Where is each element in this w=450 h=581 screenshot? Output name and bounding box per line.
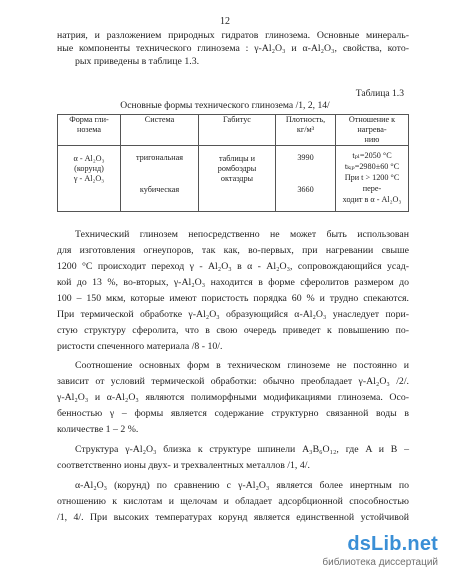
cell-heating: tₚₗ=2050 °C tₖᵢₚ=2980±60 °C При t > 1200 °C пере- ходит в α - Al₂O₃ bbox=[336, 146, 409, 212]
body-line-16: α-Al₂O₃ (корунд) по сравнению с γ-Al₂O₃ является более инертным по bbox=[75, 480, 409, 491]
table-title: Основные формы технического глинозема /1, 2, 14/ bbox=[120, 100, 330, 111]
intro-line-3: рых приведены в таблице 1.3. bbox=[75, 56, 200, 67]
body-line-12: бенностью γ – формы является содержание структурно связанной воды в bbox=[57, 408, 409, 419]
table-row bbox=[58, 146, 409, 212]
body-line-9: Соотношение основных форм в техническом глиноземе не постоянно и bbox=[75, 360, 409, 371]
body-line-15: соответственно ионы двух- и трехвалентных металлов /1, 4/. bbox=[57, 460, 310, 471]
header-system: Система bbox=[121, 115, 199, 146]
table-number: Таблица 1.3 bbox=[355, 88, 404, 99]
cell-habit: таблицы и ромбоэдры октаэдры bbox=[199, 146, 276, 212]
body-line-5: 100 – 150 мкм, которые имеют пористость порядка 60 % и трудно спекаются. bbox=[57, 293, 409, 304]
body-line-13: количестве 1 – 2 %. bbox=[57, 424, 139, 435]
watermark-sub: библиотека диссертаций bbox=[322, 557, 438, 568]
header-form: Форма гли- нозема bbox=[58, 115, 121, 146]
body-line-14: Структура γ-Al₂O₃ близка к структуре шпинели A₃B₆O₁₂, где A и B – bbox=[75, 444, 409, 455]
watermark-logo bbox=[318, 533, 438, 571]
header-density: Плотность, кг/м³ bbox=[276, 115, 336, 146]
body-line-3: 1200 °C происходит переход γ - Al₂O₃ в α - Al₂O₃, сопровождающийся усад- bbox=[57, 261, 409, 272]
body-line-11: γ-Al₂O₃ и α-Al₂O₃ являются полиморфными модификациями глинозема. Осо- bbox=[57, 392, 409, 403]
cell-system: тригональная кубическая bbox=[121, 146, 199, 212]
properties-table bbox=[57, 114, 409, 212]
body-line-6: При термической обработке γ-Al₂O₃ образующийся α-Al₂O₃ унаследует пори- bbox=[57, 309, 409, 320]
body-line-1: Технический глинозем непосредственно не может быть использован bbox=[75, 229, 409, 240]
header-heating: Отношение к нагрева- нию bbox=[336, 115, 409, 146]
header-habit: Габитус bbox=[199, 115, 276, 146]
page-number: 12 bbox=[220, 16, 230, 27]
body-line-18: /1, 4/. При высоких температурах корунд является единственной устойчивой bbox=[57, 512, 409, 523]
body-line-17: отношению к кислотам и щелочам и обладает адсорбционной способностью bbox=[57, 496, 409, 507]
body-line-7: стую структуру сферолита, что в свою очередь приведет к повышению по- bbox=[57, 325, 409, 336]
watermark-main: dsLib.net bbox=[347, 533, 438, 555]
body-line-10: зависит от условий термической обработки: обычно преобладает γ-Al₂O₃ /2/. bbox=[57, 376, 409, 387]
cell-density: 3990 3660 bbox=[276, 146, 336, 212]
cell-form: α - Al₂O₃ (корунд) γ - Al₂O₃ bbox=[58, 146, 121, 212]
body-line-4: кой до 13 %, во-вторых, γ-Al₂O₃ находится в форме сферолитов размером до bbox=[57, 277, 409, 288]
body-line-2: для изготовления огнеупоров, так как, во-первых, при нагревании свыше bbox=[57, 245, 409, 256]
intro-line-2: ные компоненты технического глинозема : γ-Al₂O₃ и α-Al₂O₃, свойства, кото- bbox=[57, 43, 409, 54]
intro-line-1: натрия, и разложением природных гидратов глинозема. Основные минераль- bbox=[57, 30, 409, 41]
body-line-8: ристости спеченного материала /8 - 10/. bbox=[57, 341, 223, 352]
table-header-row bbox=[58, 115, 409, 146]
